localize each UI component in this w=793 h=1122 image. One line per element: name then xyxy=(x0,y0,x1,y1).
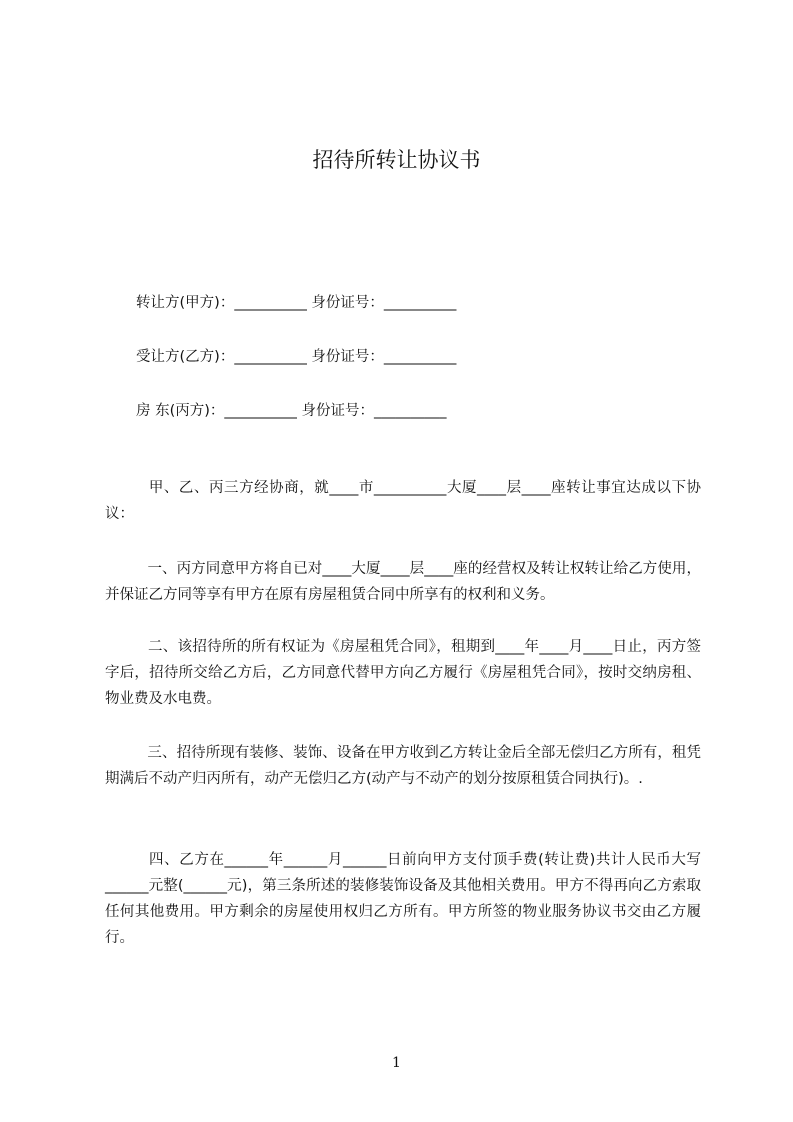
transferor-line: 转让方(甲方)：__________ 身份证号：__________ xyxy=(136,295,457,311)
page-number: 1 xyxy=(392,1055,401,1071)
transferee-line: 受让方(乙方)：__________ 身份证号：__________ xyxy=(136,349,457,365)
document-title: 招待所转让协议书 xyxy=(312,148,481,172)
clause-3-text: 三、招待所现有装修、装饰、设备在甲方收到乙方转让金后全部无偿归乙方所有，租凭期满后不动产归丙所有，动产无偿归乙方(动产与不动产的划分按原租赁合同执行)。. xyxy=(105,745,701,787)
clause-4 xyxy=(105,821,701,951)
clause-2-text: 二、该招待所的所有权证为《房屋租凭合同》，租期到____年____月____日止，丙方签字后，招待所交给乙方后，乙方同意代替甲方向乙方履行《房屋租凭合同》，按时交纳房租、物业费及水电费。 xyxy=(105,639,702,707)
clause-3 xyxy=(105,714,701,792)
clause-1 xyxy=(105,530,701,608)
clause-2 xyxy=(105,608,701,712)
intro-text: 甲、乙、丙三方经协商，就____市__________大厦____层____座转让事宜达成以下协议： xyxy=(105,480,702,522)
clause-4-text: 四、乙方在______年______月______日前向甲方支付顶手费(转让费)共计人民币大写______元整(______元)，第三条所述的装修装饰设备及其他相关费用。甲方不得再向乙方索取任何其他费用。甲方剩余的房屋使用权归乙方所有。甲方所签的物业服务协议书交由乙方履行。 xyxy=(105,852,702,946)
intro-paragraph xyxy=(105,449,701,527)
landlord-line: 房 东(丙方)：__________ 身份证号：__________ xyxy=(136,403,447,419)
clause-1-text: 一、丙方同意甲方将自已对____大厦____层____座的经营权及转让权转让给乙方使用，并保证乙方同等享有甲方在原有房屋租赁合同中所享有的权利和义务。 xyxy=(105,561,702,603)
